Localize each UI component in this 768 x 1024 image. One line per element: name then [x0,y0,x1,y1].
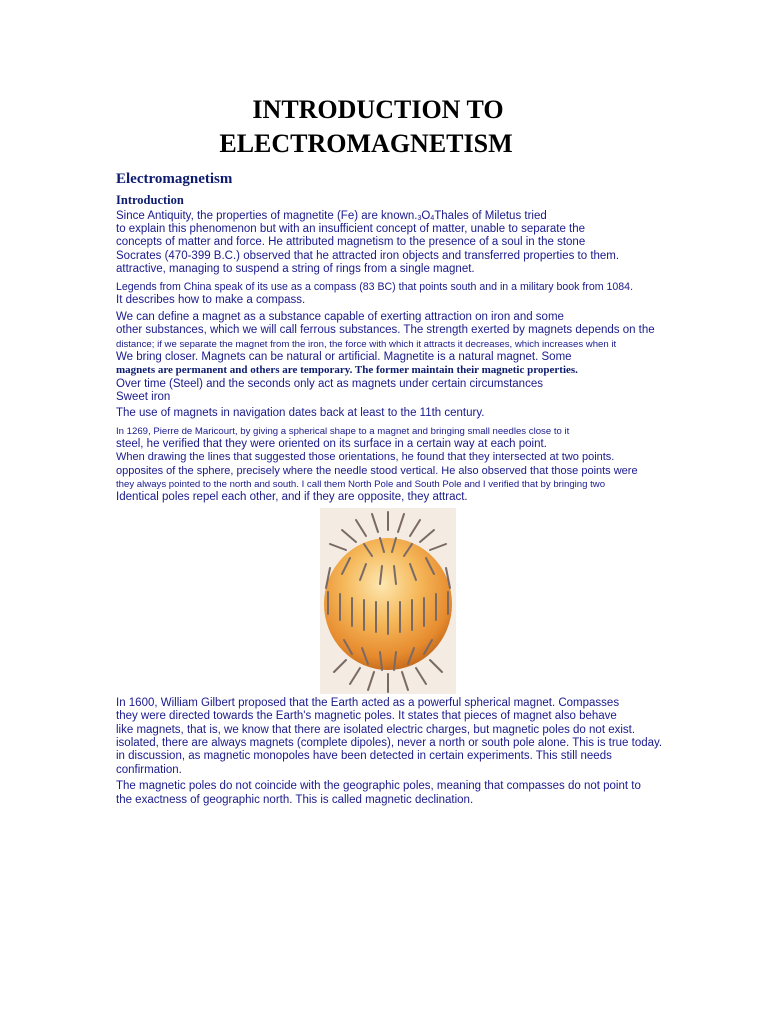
subscript-3: 3 [417,215,422,222]
paragraph-3-line-2: other substances, which we will call ferrous substances. The strength exerted by magnets depends on the [116,324,655,336]
paragraph-4: The use of magnets in navigation dates back at least to the 11th century. [116,407,485,419]
document-title-line-1: INTRODUCTION TO [252,95,504,124]
paragraph-1-line-3: concepts of matter and force. He attributed magnetism to the presence of a soul in the stone [116,236,586,248]
paragraph-6-line-6: confirmation. [116,764,182,776]
paragraph-3-line-7: Sweet iron [116,391,171,403]
paragraph-1-text-a: Since Antiquity, the properties of magnetite (Fe) are known. [116,210,418,222]
paragraph-5-line-5: they always pointed to the north and south. I call them North Pole and South Pole and I verified that by bringing two [116,479,606,490]
paragraph-2-line-2: It describes how to make a compass. [116,294,306,306]
paragraph-6-line-3: like magnets, that is, we know that there are isolated electric charges, but magnetic poles do not exist. [116,724,636,736]
paragraph-3-line-3: distance; if we separate the magnet from the iron, the force with which it attracts it decreases, which increases when it [116,339,617,350]
paragraph-3-line-5: magnets are permanent and others are temporary. The former maintain their magnetic properties. [116,364,578,376]
paragraph-3-line-6: Over time (Steel) and the seconds only act as magnets under certain circumstances [116,378,543,390]
paragraph-5-line-6: Identical poles repel each other, and if they are opposite, they attract. [116,491,468,503]
paragraph-2-line-1: Legends from China speak of its use as a compass (83 BC) that points south and in a military book from 1084. [116,281,634,293]
paragraph-1-line-5: attractive, managing to suspend a string of rings from a single magnet. [116,263,475,275]
paragraph-5-line-1: In 1269, Pierre de Maricourt, by giving a spherical shape to a magnet and bringing small needles close to it [116,426,570,437]
paragraph-6-line-2: they were directed towards the Earth's magnetic poles. It states that pieces of magnet also behave [116,710,617,722]
paragraph-7-line-1: The magnetic poles do not coincide with the geographic poles, meaning that compasses do not point to [116,780,641,792]
subsection-heading: Introduction [116,193,184,207]
paragraph-7-line-2: the exactness of geographic north. This is called magnetic declination. [116,794,474,806]
paragraph-6-line-1: In 1600, William Gilbert proposed that the Earth acted as a powerful spherical magnet. Compasses [116,697,620,709]
subscript-4: 4 [430,215,435,222]
paragraph-6-line-4: isolated, there are always magnets (complete dipoles), never a north or south pole alone. This is true today. [116,737,663,749]
oxygen-symbol: O [421,210,431,222]
paragraph-1-line-4: Socrates (470-399 B.C.) observed that he attracted iron objects and transferred properties to them. [116,250,620,262]
paragraph-1-line-2: to explain this phenomenon but with an insufficient concept of matter, unable to separate the [116,223,586,235]
paragraph-5-line-4: opposites of the sphere, precisely where the needle stood vertical. He also observed that those points were [116,465,638,477]
spherical-magnet-with-needles-illustration [320,508,456,694]
paragraph-6-line-5: in discussion, as magnetic monopoles have been detected in certain experiments. This still needs [116,750,612,762]
paragraph-1-text-b: Thales of Miletus tried [434,210,547,222]
spherical-magnet-figure [320,508,456,694]
paragraph-5-line-3: When drawing the lines that suggested those orientations, he found that they intersected at two points. [116,451,615,463]
paragraph-3-line-4: We bring closer. Magnets can be natural or artificial. Magnetite is a natural magnet. Some [116,351,572,363]
paragraph-5-line-2: steel, he verified that they were oriented on its surface in a certain way at each point. [116,438,547,450]
paragraph-3-line-1: We can define a magnet as a substance capable of exerting attraction on iron and some [116,311,564,323]
document-title-line-2: ELECTROMAGNETISM [219,129,513,158]
section-heading: Electromagnetism [116,171,233,187]
